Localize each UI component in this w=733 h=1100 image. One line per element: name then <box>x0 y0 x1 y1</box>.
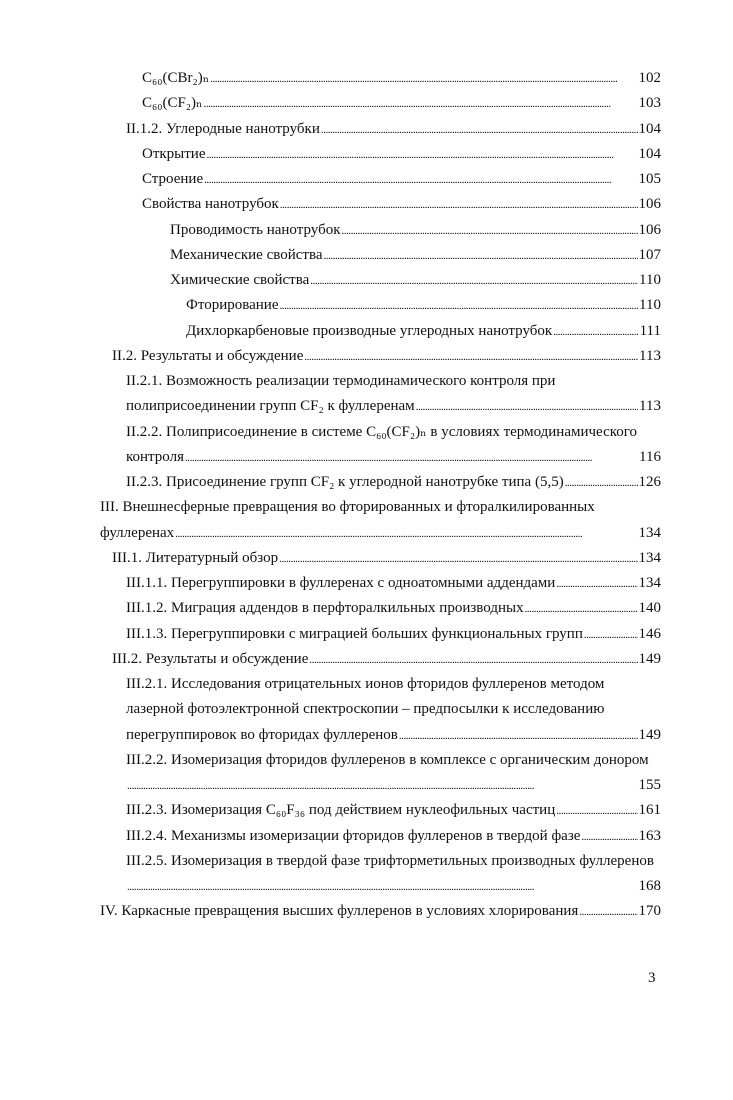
toc-entry-title: перегруппировок во фторидах фуллеренов <box>126 726 398 743</box>
toc-entry-title: Строение <box>142 171 204 187</box>
toc-entry-title: III.1.2. Миграция аддендов в перфторалкильных производных <box>126 600 524 617</box>
toc-entry-line <box>126 697 604 722</box>
toc-page-number: 106 <box>638 221 661 238</box>
toc-entry-line <box>112 647 661 672</box>
toc-entry-line <box>126 470 661 495</box>
toc-page-number: 116 <box>639 448 661 465</box>
toc-entry-title: III. Внешнесферные превращения во фторированных и фторалкилированных <box>100 499 595 516</box>
toc-page-number: 106 <box>638 196 661 213</box>
toc-entry-title: III.2.5. Изомеризация в твердой фазе трифторметильных производных фуллеренов <box>126 852 654 869</box>
toc-page-number: 111 <box>639 322 661 339</box>
toc-entry-line <box>126 117 661 142</box>
dot-leader <box>556 798 637 824</box>
dot-leader <box>175 521 637 547</box>
toc-entry-line <box>186 293 661 318</box>
dot-leader <box>280 192 638 218</box>
dot-leader <box>321 117 638 143</box>
toc-entry-line <box>126 420 637 445</box>
toc-entry-line <box>142 66 661 91</box>
toc-entry-line <box>126 723 661 748</box>
dot-leader <box>207 142 638 168</box>
toc-page-number: 134 <box>638 575 661 591</box>
dot-leader <box>127 874 638 900</box>
toc-page-number: 161 <box>638 802 661 819</box>
toc-page-number: 140 <box>638 600 661 617</box>
toc-page-number: 113 <box>639 347 661 364</box>
dot-leader <box>309 647 637 673</box>
toc-entry-line <box>112 546 661 571</box>
dot-leader <box>556 571 637 597</box>
toc-entry-line <box>142 167 661 192</box>
toc-page-number: 134 <box>638 524 661 541</box>
toc-page-number: 170 <box>638 903 661 920</box>
toc-entry-line <box>126 748 649 773</box>
toc-page-number: 113 <box>639 398 661 415</box>
dot-leader <box>416 394 638 420</box>
dot-leader <box>185 445 638 471</box>
toc-entry-line <box>100 521 661 546</box>
toc-entry-title: Механические свойства <box>170 246 323 263</box>
toc-entry-title: II.1.2. Углеродные нанотрубки <box>126 120 320 137</box>
toc-page-number: 149 <box>638 726 661 743</box>
toc-entry-line <box>142 91 661 116</box>
toc-page-number: 104 <box>638 145 661 162</box>
dot-leader <box>579 899 637 925</box>
toc-entry-line <box>170 243 661 268</box>
toc-entry-line <box>170 218 661 243</box>
dot-leader <box>399 723 638 749</box>
toc-page-number: 134 <box>638 549 661 566</box>
toc-entry-title: Фторирование <box>186 297 279 314</box>
toc-entry-title: лазерной фотоэлектронной спектроскопии – предпосылки к исследованию <box>126 701 605 718</box>
toc-entry-line <box>100 899 661 924</box>
dot-leader <box>279 546 637 572</box>
page-number: 3 <box>648 970 656 986</box>
toc-page-number: 107 <box>638 246 661 263</box>
toc-entry-title: III.2.2. Изомеризация фторидов фуллеренов в комплексе с органическим донором <box>126 751 649 768</box>
toc-entry-title: IV. Каркасные превращения высших фуллеренов в условиях хлорирования <box>100 903 579 920</box>
toc-entry-line <box>126 622 661 647</box>
toc-entry-line <box>126 394 661 419</box>
dot-leader <box>324 243 638 269</box>
toc-entry-line <box>126 773 661 798</box>
toc-entry-line <box>100 495 595 520</box>
toc-entry-title: III.1.3. Перегруппировки с миграцией больших функциональных групп <box>126 625 583 642</box>
toc-entry-line <box>186 319 661 344</box>
toc-entry-title: полиприсоединении групп CF₂ к фуллеренам <box>126 398 415 415</box>
dot-leader <box>204 91 638 117</box>
toc-entry-title: C₆₀(CF₂)ₙ <box>142 95 203 112</box>
toc-entry-title: Проводимость нанотрубок <box>170 221 341 238</box>
toc-entry-line <box>126 672 604 697</box>
toc-entry-line <box>142 142 661 167</box>
toc-page-number: 105 <box>638 171 661 187</box>
dot-leader <box>584 622 638 648</box>
toc-entry-title: II.2.1. Возможность реализации термодинамического контроля при <box>126 373 556 389</box>
toc-entry-title: II.2.3. Присоединение групп CF₂ к углеродной нанотрубке типа (5,5) <box>126 474 564 490</box>
dot-leader <box>565 470 638 496</box>
toc-entry-line <box>142 192 661 217</box>
dot-leader <box>204 167 637 193</box>
dot-leader <box>304 344 638 370</box>
dot-leader <box>310 268 638 294</box>
toc-entry-title: контроля <box>126 448 184 465</box>
toc-entry-line <box>126 596 661 621</box>
toc-entry-title: III.2.3. Изомеризация C₆₀F₃₆ под действием нуклеофильных частиц <box>126 802 556 819</box>
toc-page-number: 110 <box>639 297 661 314</box>
toc-page-number: 168 <box>638 878 661 894</box>
toc-entry-title: III.2. Результаты и обсуждение <box>112 650 309 667</box>
toc-page-number: 126 <box>638 474 661 490</box>
dot-leader <box>553 319 638 345</box>
toc-entry-line <box>126 824 661 849</box>
toc-entry-title: Открытие <box>142 145 206 162</box>
toc-entry-title: Дихлоркарбеновые производные углеродных нанотрубок <box>186 322 553 339</box>
toc-entry-title: II.2.2. Полиприсоединение в системе C₆₀(CF₂)ₙ в условиях термодинамического <box>126 423 638 440</box>
toc-page-number: 102 <box>638 70 661 86</box>
toc-entry-line <box>112 344 661 369</box>
toc-page-number: 163 <box>638 827 661 844</box>
toc-entry-title: III.2.4. Механизмы изомеризации фторидов фуллеренов в твердой фазе <box>126 827 581 844</box>
toc-entry-title: фуллеренах <box>100 524 175 541</box>
toc-page-number: 104 <box>638 120 661 137</box>
toc-entry-title: II.2. Результаты и обсуждение <box>112 347 304 364</box>
toc-entry-line <box>126 445 661 470</box>
toc-entry-title: Химические свойства <box>170 272 310 288</box>
toc-entry-title: Свойства нанотрубок <box>142 196 279 213</box>
toc-page-number: 110 <box>639 272 661 288</box>
toc-page-number: 146 <box>638 625 661 642</box>
dot-leader <box>525 596 638 622</box>
toc-entry-title: C₆₀(CBr₂)ₙ <box>142 70 210 86</box>
dot-leader <box>210 66 637 92</box>
toc-entry-line <box>126 798 661 823</box>
toc-page-number: 155 <box>638 777 661 793</box>
toc-entry-title: III.1. Литературный обзор <box>112 549 279 566</box>
toc-entry-title: III.1.1. Перегруппировки в фуллеренах с одноатомными аддендами <box>126 575 556 591</box>
toc-entry-title: III.2.1. Исследования отрицательных ионов фторидов фуллеренов методом <box>126 676 605 692</box>
dot-leader <box>280 293 639 319</box>
toc-entry-line <box>126 874 661 899</box>
dot-leader <box>342 218 638 244</box>
dot-leader <box>581 824 637 850</box>
toc-page-number: 149 <box>638 650 661 667</box>
toc-page-number: 103 <box>638 95 661 112</box>
dot-leader <box>127 773 638 799</box>
toc-entry-line <box>126 849 654 874</box>
toc-entry-line <box>126 369 555 394</box>
toc-entry-line <box>170 268 661 293</box>
toc-entry-line <box>126 571 661 596</box>
